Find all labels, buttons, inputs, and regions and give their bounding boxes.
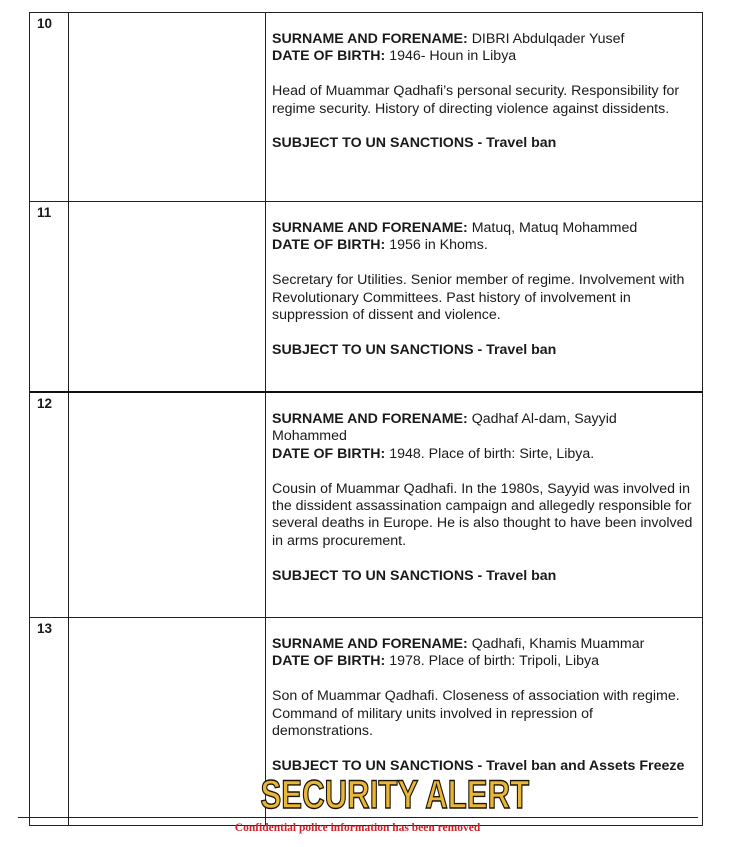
entry-description: Secretary for Utilities. Senior member of regime. Involvement with Revolutionary Committees. Past history of involvement in suppression of dissent and violence. xyxy=(272,272,685,324)
entry-details xyxy=(266,13,703,202)
entry-description: Son of Muammar Qadhafi. Closeness of association with regime. Command of military units involved in repression of demonstrations. xyxy=(272,688,680,740)
name-value: Matuq, Matuq Mohammed xyxy=(471,220,638,236)
name-line xyxy=(272,411,694,446)
entry-number: 11 xyxy=(30,202,69,393)
name-line xyxy=(272,636,694,653)
entry-details xyxy=(266,392,703,618)
entry-number: 13 xyxy=(30,618,69,826)
security-alert-banner: SECURITY ALERT xyxy=(260,773,530,817)
name-label: SURNAME AND FORENAME: xyxy=(272,636,468,652)
name-value: DIBRI Abdulqader Yusef xyxy=(471,31,625,47)
sanctions-status: SUBJECT TO UN SANCTIONS - Travel ban xyxy=(272,135,557,152)
entry-number: 12 xyxy=(30,392,69,618)
dob-value: 1956 in Khoms. xyxy=(389,237,488,254)
table-row xyxy=(30,392,703,618)
entry-description: Cousin of Muammar Qadhafi. In the 1980s, Sayyid was involved in the dissident assassination campaign and allegedly responsible for several deaths in Europe. He is also thought to have been involved in arms procurement. xyxy=(272,480,693,549)
photo-cell xyxy=(69,392,266,618)
entry-description: Head of Muammar Qadhafi’s personal security. Responsibility for regime security. History of directing violence against dissidents. xyxy=(272,83,680,117)
removed-notice: Confidential police information has been removed xyxy=(234,822,481,834)
name-label: SURNAME AND FORENAME: xyxy=(272,31,468,47)
dob-line xyxy=(272,237,694,254)
name-value: Qadhaf Al-dam, Sayyid Mohammed xyxy=(272,411,617,445)
photo-cell xyxy=(69,618,266,826)
sanctions-status: SUBJECT TO UN SANCTIONS - Travel ban xyxy=(272,341,557,358)
name-value: Qadhafi, Khamis Muammar xyxy=(471,636,645,652)
sanctions-status: SUBJECT TO UN SANCTIONS - Travel ban xyxy=(272,567,557,584)
dob-value: 1978. Place of birth: Tripoli, Libya xyxy=(389,653,599,670)
sanctions-table xyxy=(29,12,703,826)
footer-divider xyxy=(18,817,698,818)
dob-value: 1946- Houn in Libya xyxy=(389,48,517,65)
table-row xyxy=(30,202,703,393)
dob-label: DATE OF BIRTH: xyxy=(272,653,386,670)
entry-number: 10 xyxy=(30,13,69,202)
dob-line xyxy=(272,653,694,670)
dob-value: 1948. Place of birth: Sirte, Libya. xyxy=(389,445,595,462)
dob-line xyxy=(272,48,694,65)
sanctions-status: SUBJECT TO UN SANCTIONS - Travel ban and Assets Freeze xyxy=(272,757,685,774)
dob-label: DATE OF BIRTH: xyxy=(272,237,386,254)
table-row xyxy=(30,13,703,202)
photo-cell xyxy=(69,13,266,202)
name-line xyxy=(272,31,694,48)
entry-details xyxy=(266,202,703,393)
name-label: SURNAME AND FORENAME: xyxy=(272,220,468,236)
name-label: SURNAME AND FORENAME: xyxy=(272,411,468,427)
dob-label: DATE OF BIRTH: xyxy=(272,445,386,462)
name-line xyxy=(272,220,694,237)
dob-label: DATE OF BIRTH: xyxy=(272,48,386,65)
photo-cell xyxy=(69,202,266,393)
dob-line xyxy=(272,446,694,463)
